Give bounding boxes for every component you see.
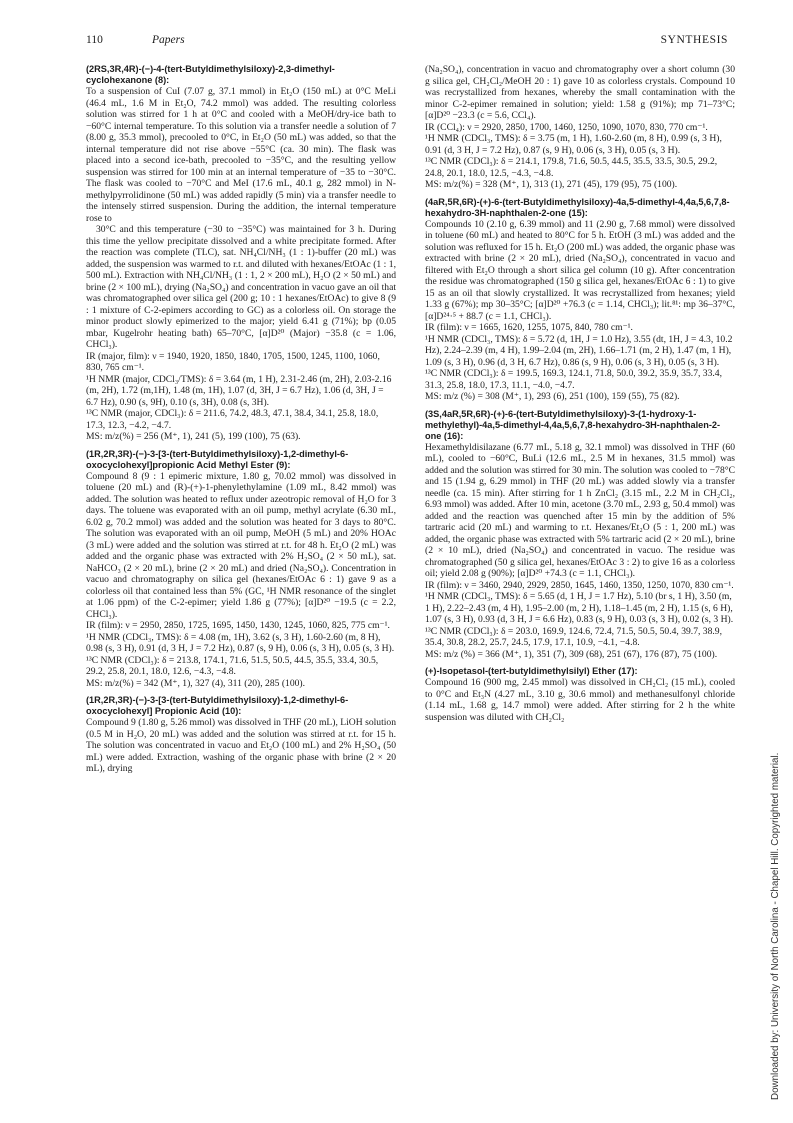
- section-label: Papers: [152, 34, 185, 46]
- procedure-paragraph: Compound 16 (900 mg, 2.45 mmol) was dissolved in CH₂Cl₂ (15 mL), cooled to 0°C and Et₃N (4.27 mL, 3.10 g, 30.6 mmol) and methanesulfonyl chloride (1.14 mL, 1.68 g, 14.7 mmol) were added. After stirring for 2 h the white suspension was diluted with CH₂Cl₂: [425, 677, 735, 723]
- compound-heading: (+)-Isopetasol-(tert-butyldimethylsilyl) Ether (17):: [425, 666, 638, 676]
- spectral-data: IR (film): ν = 2950, 2850, 1725, 1695, 1450, 1430, 1245, 1060, 825, 775 cm⁻¹.: [86, 620, 390, 631]
- spectral-data: ¹H NMR (CDCl₃, TMS): δ = 5.72 (d, 1H, J = 1.0 Hz), 3.55 (dt, 1H, J = 4.3, 10.2 Hz), 2.24–2.39 (m, 4 H), 1.99–2.04 (m, 2H), 1.66–1.71 (m, 2 H), 1.47 (m, 1 H), 1.09 (s, 3 H), 0.96 (d, 3 H, 6.7 Hz), 0.86 (s, 9 H), 0.06 (s, 3 H), 0.05 (s, 3 H).: [425, 333, 733, 368]
- spectral-data: MS: m/z (%) = 366 (M⁺, 1), 351 (7), 309 (68), 251 (67), 176 (87), 75 (100).: [425, 648, 718, 660]
- spectral-data: ¹³C NMR (major, CDCl₃): δ = 211.6, 74.2, 48.3, 47.1, 38.4, 34.1, 25.8, 18.0, 17.3, 12.3, −4.2, −4.7.: [86, 408, 379, 431]
- spectral-data: MS: m/z (%) = 308 (M⁺, 1), 293 (6), 251 (100), 159 (55), 75 (82).: [425, 391, 680, 402]
- procedure-paragraph: 30°C and this temperature (−30 to −35°C) was maintained for 3 h. During this time the yellow precipitate dissolved and a white precipitate formed. After the reaction was complete (TLC), sat. NH₄Cl/NH₃ (1 : 1)-buffer (20 mL) was added, the suspension was warmed to r.t. and diluted with hexanes/EtOAc (1 : 1, 500 mL). Extraction with NH₄Cl/NH₃ (1 : 1, 2 × 200 mL), H₂O (2 × 50 mL) and brine (2 × 100 mL), drying (Na₂SO₄) and concentration in vacuo gave an oil that was chromatographed over silica gel (200 g; 10 : 1 hexanes/EtOAc) to give 8 (9 : 1 mixture of C-2-epimers according to GC) as a colorless oil. On storage the minor product slowly epimerized to the major; yield 6.41 g (71%); bp (0.05 mbar, Kugelrohr heating bath) 65–70°C, [α]D²⁰ (Major) −35.8 (c = 1.06, CHCl₃).: [86, 224, 396, 350]
- compound-heading: (3S,4aR,5R,6R)-(+)-6-(tert-Butyldimethylsiloxy)-3-(1-hydroxy-1-methylethyl)-4a,5-dimethyl-4,4a,5,6,7,8-hexahydro-3H-naphthalen-2-one (16):: [425, 408, 721, 441]
- spectral-data: MS: m/z(%) = 328 (M⁺, 1), 313 (1), 271 (45), 179 (95), 75 (100).: [425, 179, 678, 190]
- procedure-paragraph: Compounds 10 (2.10 g, 6.39 mmol) and 11 (2.90 g, 7.68 mmol) were dissolved in toluene (60 mL) and heated to 80°C for 5 h. EtOH (3 mL) was added and the solution was refluxed for 15 h. Et₂O (200 mL) was added, the organic phase was extracted with brine (2 × 20 mL), dried (Na₂SO₄), concentrated in vacuo and filtered with Et₂O through a short silica gel column (10 g). After concentration the residue was chromatographed (150 g silica gel, hexanes/EtOAc 6 : 1) to give 15 as an oil that slowly crystallized. It was recrystallized from hexanes; yield 1.33 g (67%); mp 30–35°C; [α]D²⁰ +76.3 (c = 1.14, CHCl₃); lit.⁸¹: mp 36–37°C, [α]D²⁴·⁵ + 88.7 (c = 1.1, CHCl₃).: [425, 218, 735, 322]
- page-number: 110: [86, 34, 103, 46]
- spectral-data: MS: m/z(%) = 256 (M⁺, 1), 241 (5), 199 (100), 75 (63).: [86, 431, 301, 442]
- compound-heading: (2RS,3R,4R)-(−)-4-(tert-Butyldimethylsiloxy)-2,3-dimethyl-cyclohexanone (8):: [86, 64, 335, 85]
- spectral-data: IR (film): ν = 1665, 1620, 1255, 1075, 840, 780 cm⁻¹.: [425, 322, 633, 333]
- spectral-data: ¹³C NMR (CDCl₃): δ = 199.5, 169.3, 124.1, 71.8, 50.0, 39.2, 35.9, 35.7, 33.4, 31.3, 25.8, 18.0, 17.3, 11.1, −4.0, −4.7.: [425, 368, 722, 391]
- spectral-data: IR (CCl₄): ν = 2920, 2850, 1700, 1460, 1250, 1090, 1070, 830, 770 cm⁻¹.: [425, 121, 708, 133]
- procedure-paragraph: To a suspension of CuI (7.07 g, 37.1 mmol) in Et₂O (150 mL) at 0°C MeLi (46.4 mL, 1.6 M in Et₂O, 74.2 mmol) was added. The resulting colorless solution was stirred for 1 h at 0°C and cooled with a MeOH/dry-ice bath to −60°C internal temperature. To this solution via a transfer needle a solution of 7 (8.00 g, 35.3 mmol), precooled to 0°C, in Et₂O (50 mL) was added, so that the internal temperature did not rise above −55°C (ca. 30 min). The flask was placed into a second ice-bath, precooled to −35°C, and the resulting yellow suspension was stirred for 100 min at an internal temperature of −35 to −30°C. The flask was cooled to −70°C and MeI (17.6 mL, 40.1 g, 282 mmol) in N-methylpyrrolidinone (50 mL) was added rapidly (5 min) via a transfer needle to the intensely stirred suspension. During the addition, the internal temperature rose to: [86, 86, 396, 224]
- compound-heading: (4aR,5R,6R)-(+)-6-(tert-Butyldimethylsiloxy)-4a,5-dimethyl-4,4a,5,6,7,8-hexahydro-3H-naphthalen-2-one (15):: [425, 196, 730, 218]
- download-notice: [758, 300, 781, 1100]
- spectral-data: ¹³C NMR (CDCl₃): δ = 213.8, 174.1, 71.6, 51.5, 50.5, 44.5, 35.5, 33.4, 30.5, 29.2, 25.8, 20.1, 18.0, 12.6, −4.3, −4.8.: [86, 654, 379, 677]
- spectral-data: ¹³C NMR (CDCl₃): δ = 203.0, 169.9, 124.6, 72.4, 71.5, 50.5, 50.4, 39.7, 38.9, 35.4, 30.8, 28.2, 25.7, 24.5, 17.9, 17.1, 10.9, −4.1, −4.8.: [425, 625, 722, 648]
- spectral-data: IR (major, film): ν = 1940, 1920, 1850, 1840, 1705, 1500, 1245, 1100, 1060, 830, 765 cm⁻¹.: [86, 350, 380, 373]
- procedure-paragraph: (Na₂SO₄), concentration in vacuo and chromatography over a short column (30 g silica gel, CH₂Cl₂/MeOH 20 : 1) gave 10 as colorless crystals. Compound 10 was recrystallized from hexanes, whereby the small contamination with the minor C-2-epimer remained in solution; yield: 1.58 g (91%); mp 71–73°C; [α]D²⁰ −23.3 (c = 5.6, CCl₄).: [425, 64, 735, 121]
- journal-name: SYNTHESIS: [660, 34, 728, 46]
- left-column: [86, 64, 396, 1084]
- compound-heading: (1R,2R,3R)-(−)-3-[3-(tert-Butyldimethylsiloxy)-1,2-dimethyl-6-oxocyclohexyl]propionic Acid Methyl Ester (9):: [86, 448, 349, 470]
- spectral-data: MS: m/z(%) = 342 (M⁺, 1), 327 (4), 311 (20), 285 (100).: [86, 677, 306, 689]
- spectral-data: ¹H NMR (major, CDCl₃/TMS): δ = 3.64 (m, 1 H), 2.31-2.46 (m, 2H), 2.03-2.16 (m, 2H), 1.72 (m,1H), 1.48 (m, 1H), 1.07 (d, 3H, J = 6.7 Hz), 1.06 (d, 3H, J = 6.7 Hz), 0.90 (s, 9H), 0.10 (s, 3H), 0.08 (s, 3H).: [86, 373, 392, 408]
- download-notice-text: Downloaded by: University of North Carolina - Chapel Hill. Copyrighted material.: [770, 752, 781, 1100]
- spectral-data: IR (film): ν = 3460, 2940, 2929, 2850, 1645, 1460, 1350, 1250, 1070, 830 cm⁻¹.: [425, 579, 734, 591]
- compound-heading: (1R,2R,3R)-(−)-3-[3-(tert-Butyldimethylsiloxy)-1,2-dimethyl-6-oxocyclohexyl] Propionic Acid (10):: [86, 695, 349, 716]
- page-header: [86, 34, 728, 52]
- spectral-data: ¹³C NMR (CDCl₃): δ = 214.1, 179.8, 71.6, 50.5, 44.5, 35.5, 33.5, 30.5, 29.2, 24.8, 20.1, 18.0, 12.5, −4.3, −4.8.: [425, 156, 718, 179]
- procedure-paragraph: Compound 9 (1.80 g, 5.26 mmol) was dissolved in THF (20 mL), LiOH solution (0.5 M in H₂O, 20 mL) was added and the solution was stirred at r.t. for 15 h. The solution was concentrated in vacuo and Et₂O (100 mL) and 2% H₂SO₄ (50 mL) were added. Extraction, washing of the organic phase with brine (2 × 20 mL), drying: [86, 717, 396, 774]
- right-column: [425, 64, 735, 1084]
- procedure-paragraph: Hexamethyldisilazane (6.77 mL, 5.18 g, 32.1 mmol) was dissolved in THF (60 mL), cooled to −60°C, BuLi (12.6 mL, 2.5 M in hexanes, 31.5 mmol) was added and the solution was stirred for 30 min. The solution was cooled to −78°C and 15 (1.94 g, 6.29 mmol) in THF (20 mL) was added slowly via a transfer needle (ca. 15 min). After stirring for 1 h ZnCl₂ (3.15 mL, 2.2 M in CH₂Cl₂, 6.93 mmol) was added. After 10 min, acetone (3.70 mL, 2.93 g, 50.4 mmol) was added and the reaction was quenched after 15 min by the addition of 5% tartraric acid (20 mL) and warming to r.t. Hexanes/Et₂O (5 : 1, 200 mL) was added, the organic phase was extracted with 5% tartraric acid (2 × 20 mL), brine (2 × 10 mL), dried (Na₂SO₄) and concentrated in vacuo. The residue was chromatographed (50 g silica gel, hexanes/EtOAc 3 : 2) to give 16 as a colorless oil; yield 2.08 g (90%); [α]D²⁰ +74.3 (c = 1.1, CHCl₃).: [425, 441, 735, 579]
- spectral-data: ¹H NMR (CDCl₃, TMS): δ = 3.75 (m, 1 H), 1.60-2.60 (m, 8 H), 0.99 (s, 3 H), 0.91 (d, 3 H, J = 7.2 Hz), 0.87 (s, 9 H), 0.06 (s, 3 H), 0.05 (s, 3 H).: [425, 133, 722, 156]
- spectral-data: ¹H NMR (CDCl₃, TMS): δ = 5.65 (d, 1 H, J = 1.7 Hz), 5.10 (br s, 1 H), 3.50 (m, 1 H), 2.22–2.43 (m, 4 H), 1.95–2.00 (m, 2 H), 1.18–1.45 (m, 2 H), 1.15 (s, 6 H), 1.07 (s, 3 H), 0.93 (d, 3 H, J = 6.6 Hz), 0.83 (s, 9 H), 0.03 (s, 3 H), 0.02 (s, 3 H).: [425, 591, 734, 625]
- procedure-paragraph: Compound 8 (9 : 1 epimeric mixture, 1.80 g, 70.02 mmol) was dissolved in toluene (20 mL) and (R)-(+)-1-phenylethylamine (1.09 mL, 8.42 mmol) was added. The solution was heated to reflux under azeotropic removal of H₂O for 3 days. The toluene was evaporated with an oil pump, methyl acrylate (6.30 mL, 6.02 g, 70.2 mmol) was added and the solution was heated for 3 days to 80°C. The solution was evaporated with an oil pump, MeOH (5 mL) and 20% HOAc (3 mL) were added and the solution was stirred at r.t. for 48 h. Et₂O (2 mL) was added and the organic phase was extracted with 2% H₂SO₄ (2 × 50 mL), sat. NaHCO₃ (2 × 20 mL), brine (2 × 20 mL) and dried (Na₂SO₄). Concentration in vacuo and chromatography on silica gel (hexanes/EtOAc 6 : 1) gave 9 as a colorless oil that contained less than 5% (GC, ¹H NMR resonance of the singlet at 1.06 ppm) of the C-2-epimer; yield 1.86 g (77%); [α]D²⁰ −19.5 (c = 2.2, CHCl₃).: [86, 470, 396, 620]
- spectral-data: ¹H NMR (CDCl₃, TMS): δ = 4.08 (m, 1H), 3.62 (s, 3 H), 1.60-2.60 (m, 8 H), 0.98 (s, 3 H), 0.91 (d, 3 H, J = 7.2 Hz), 0.87 (s, 9 H), 0.06 (s, 3 H), 0.05 (s, 3 H).: [86, 631, 395, 654]
